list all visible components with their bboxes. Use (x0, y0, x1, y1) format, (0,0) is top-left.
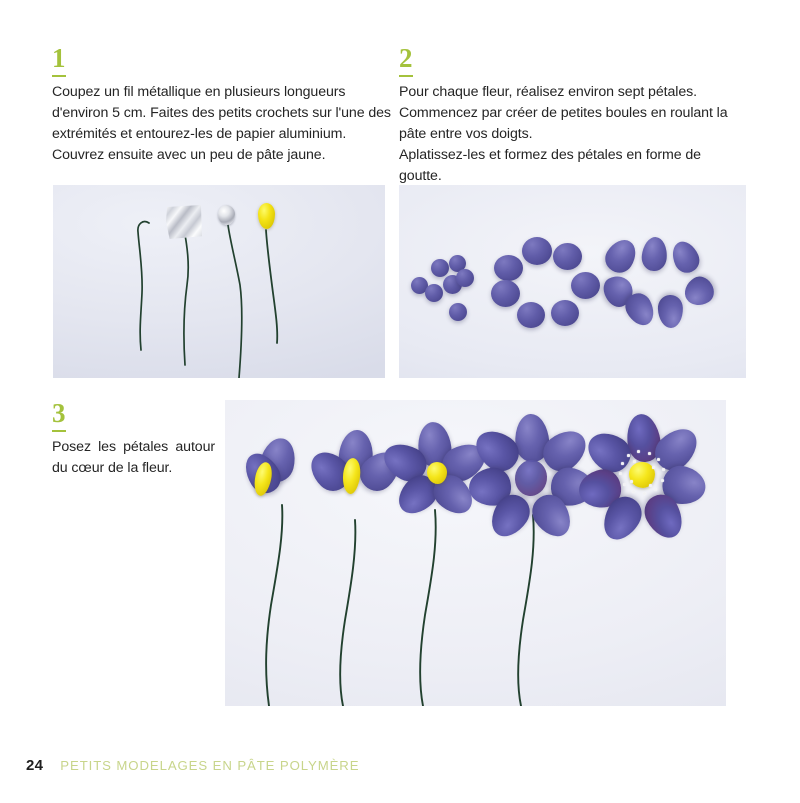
aluminium-foil-square (166, 205, 202, 239)
step-2-paragraph-2: Aplatissez-les et formez des pétales en forme de goutte. (399, 146, 701, 184)
step-1-text (52, 82, 392, 166)
running-head: PETITS MODELAGES EN PÂTE POLYMÈRE (60, 758, 360, 773)
step-2-block (399, 45, 744, 186)
clay-disc (494, 255, 523, 281)
step-2-paragraph-1: Pour chaque fleur, réalisez environ sept pétales. Commencez par créer de petites boules en roulant la pâte entre vos doigts. (399, 84, 728, 142)
step-1-paragraph-1: Coupez un fil métallique en plusieurs longueurs d'environ 5 cm. Faites des petits crochets sur l'une des extrémités et entourez-les de papier aluminium. (52, 84, 391, 142)
page-footer (26, 757, 359, 774)
clay-disc (517, 302, 545, 328)
page-number: 24 (26, 757, 44, 774)
flower-center (427, 462, 447, 484)
clay-ball (431, 259, 449, 277)
step-2-text (399, 82, 744, 186)
step-3-photo (225, 400, 726, 706)
clay-disc (553, 243, 582, 270)
step-3-text (52, 437, 215, 479)
step-1-number: 1 (52, 45, 66, 77)
step-3-number: 3 (52, 400, 66, 432)
clay-ball (425, 284, 443, 302)
clay-ball (456, 269, 474, 287)
step-1-photo (53, 185, 385, 378)
step-2-photo (399, 185, 746, 378)
crumpled-foil-ball (218, 205, 235, 225)
clay-disc (551, 300, 579, 326)
step-2-number: 2 (399, 45, 413, 77)
step-3-paragraph-1: Posez les pétales autour du cœur de la fleur. (52, 439, 215, 476)
clay-disc (491, 280, 520, 307)
clay-ball (449, 303, 467, 321)
step-1-paragraph-2: Couvrez ensuite avec un peu de pâte jaune. (52, 146, 326, 163)
clay-disc (522, 237, 552, 265)
clay-disc (571, 272, 600, 299)
step-1-block (52, 45, 392, 166)
step-3-block (52, 400, 215, 479)
